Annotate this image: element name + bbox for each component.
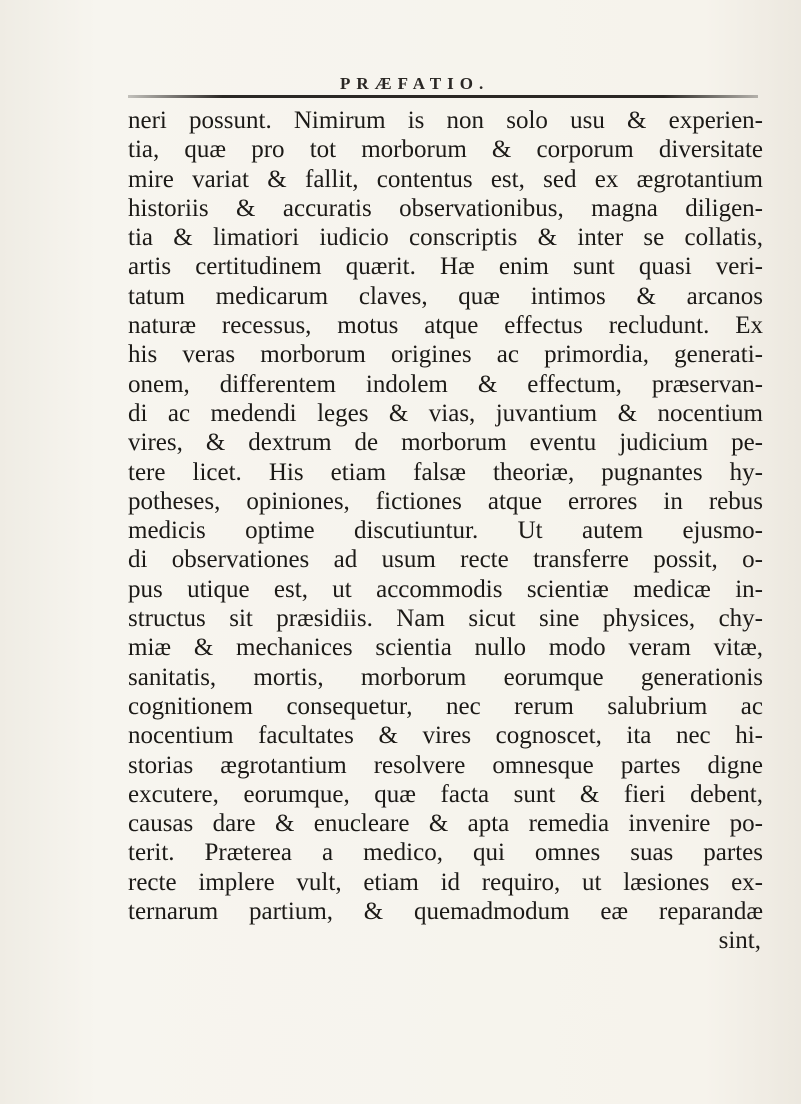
running-head: PRÆFATIO.	[340, 74, 490, 93]
text-line: causas dare & enucleare & apta remedia invenire po-	[128, 810, 763, 838]
text-line: neri possunt. Nimirum is non solo usu & experien-	[128, 107, 763, 134]
text-line: di observationes ad usum recte transferre possit, o-	[128, 546, 763, 574]
text-line: di ac medendi leges & vias, juvantium & nocentium	[128, 399, 763, 427]
text-line: his veras morborum origines ac primordia, generati-	[128, 341, 763, 369]
header-rule	[128, 95, 758, 98]
text-line: storias ægrotantium resolvere omnesque partes digne	[128, 751, 763, 779]
text-line: structus sit præsidiis. Nam sicut sine physices, chy-	[128, 605, 763, 633]
text-line: tia, quæ pro tot morborum & corporum diversitate	[128, 136, 763, 164]
text-line: tatum medicarum claves, quæ intimos & arcanos	[128, 282, 763, 310]
text-line: nocentium facultates & vires cognoscet, ita nec hi-	[128, 722, 763, 750]
text-line: vires, & dextrum de morborum eventu judicium pe-	[128, 429, 763, 457]
text-line: excutere, eorumque, quæ facta sunt & fieri debent,	[128, 780, 763, 808]
text-line: onem, differentem indolem & effectum, præservan-	[128, 370, 763, 398]
text-line: tia & limatiori iudicio conscriptis & inter se collatis,	[128, 224, 763, 252]
text-line: naturæ recessus, motus atque effectus recludunt. Ex	[128, 312, 763, 340]
text-line: terit. Præterea a medico, qui omnes suas partes	[128, 839, 763, 867]
text-line: medicis optime discutiuntur. Ut autem ejusmo-	[128, 517, 763, 545]
text-line: pus utique est, ut accommodis scientiæ medicæ in-	[128, 575, 763, 603]
text-line: artis certitudinem quærit. Hæ enim sunt quasi veri-	[128, 253, 763, 281]
text-line: ternarum partium, & quemadmodum eæ reparandæ	[128, 898, 763, 926]
text-line: sanitatis, mortis, morborum eorumque generationis	[128, 663, 763, 691]
text-line: recte implere vult, etiam id requiro, ut læsiones ex-	[128, 868, 763, 896]
text-line: miæ & mechanices scientia nullo modo veram vitæ,	[128, 634, 763, 662]
text-line: historiis & accuratis observationibus, magna diligen-	[128, 194, 763, 222]
text-line: potheses, opiniones, fictiones atque errores in rebus	[128, 487, 763, 515]
catchword-line: sint,	[718, 927, 761, 955]
text-line: mire variat & fallit, contentus est, sed ex ægrotantium	[128, 165, 763, 193]
text-line: cognitionem consequetur, nec rerum salubrium ac	[128, 692, 763, 720]
text-line: tere licet. His etiam falsæ theoriæ, pugnantes hy-	[128, 458, 763, 486]
body-text	[128, 106, 763, 956]
